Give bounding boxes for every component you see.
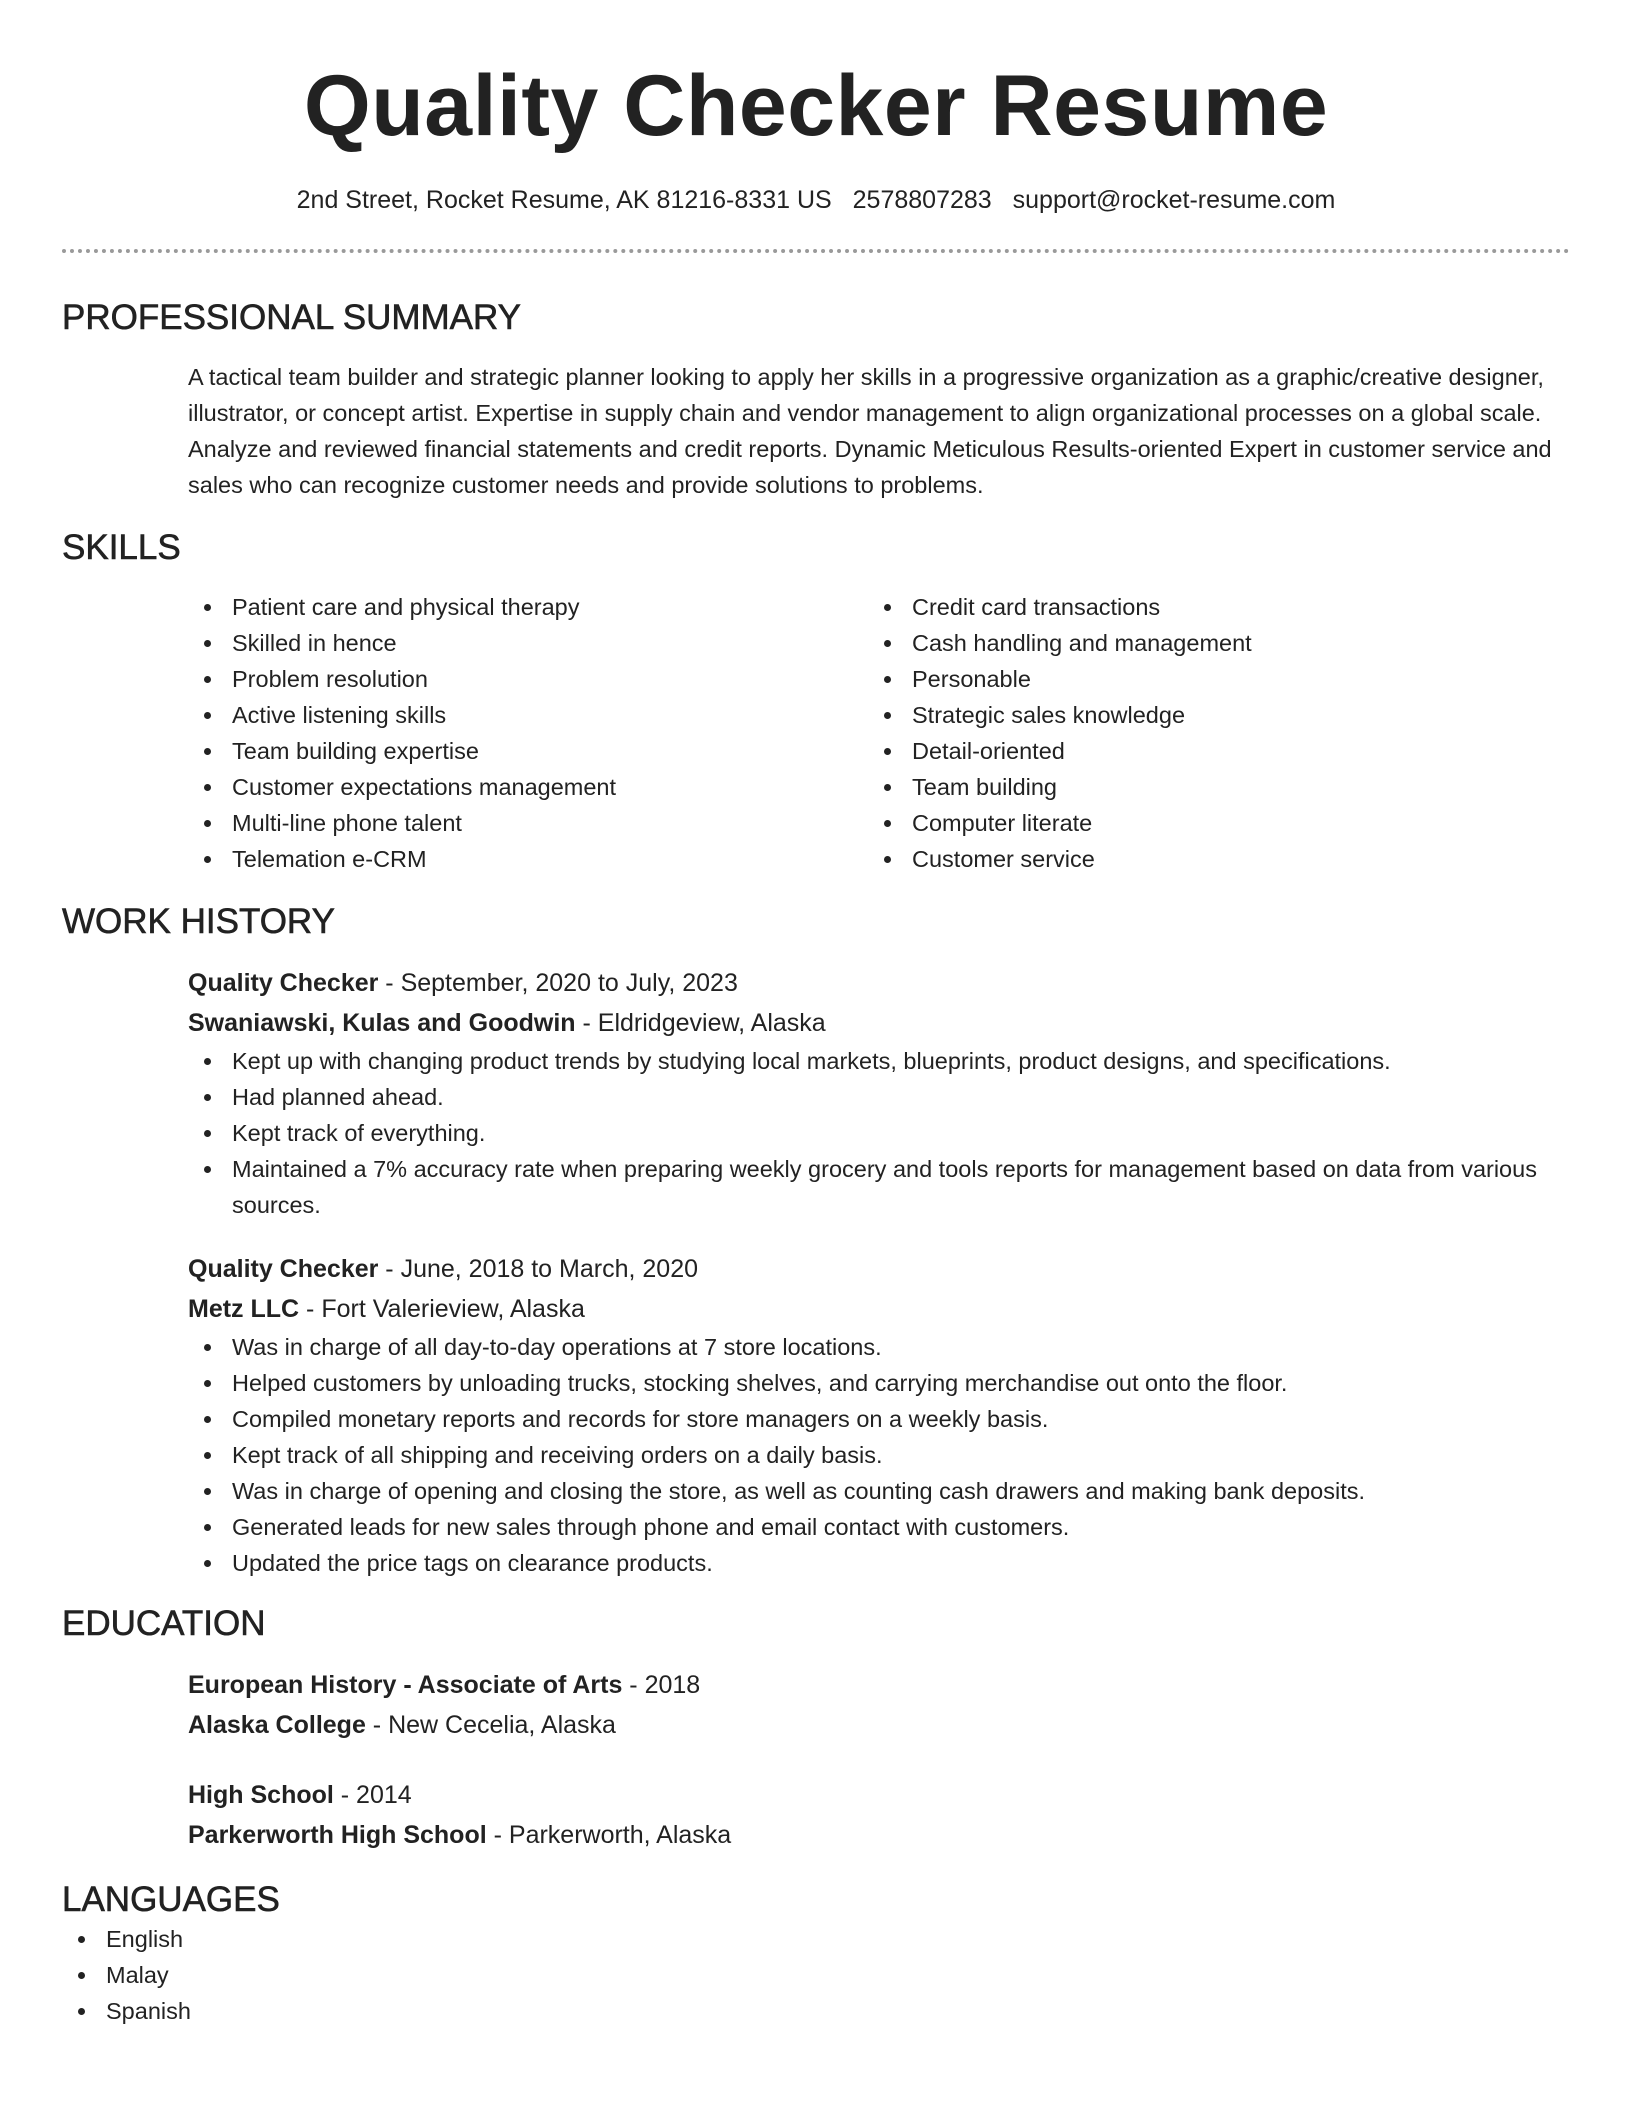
job-location: - Fort Valerieview, Alaska	[299, 1295, 585, 1323]
work-history-heading: WORK HISTORY	[62, 902, 335, 941]
skill-item: Detail-oriented	[868, 733, 1548, 769]
job-duty: Kept up with changing product trends by studying local markets, blueprints, product designs, and specifications.	[188, 1043, 1570, 1079]
job-position: Quality Checker	[188, 1255, 379, 1283]
skill-item: Team building	[868, 769, 1548, 805]
job-duty: Generated leads for new sales through phone and email contact with customers.	[188, 1509, 1570, 1545]
education-degree: High School	[188, 1781, 334, 1809]
resume-title: Quality Checker Resume	[303, 58, 1329, 154]
education-heading: EDUCATION	[62, 1604, 266, 1643]
education-degree-line	[188, 1775, 1570, 1815]
education-entry	[188, 1775, 1570, 1855]
skill-item: Customer expectations management	[188, 769, 868, 805]
languages-list	[62, 1921, 1570, 2029]
skill-item: Multi-line phone talent	[188, 805, 868, 841]
skill-item: Customer service	[868, 841, 1548, 877]
job-company-line	[188, 1003, 1570, 1043]
education-degree-line	[188, 1665, 1570, 1705]
skill-item: Problem resolution	[188, 661, 868, 697]
education-school: Parkerworth High School	[188, 1821, 487, 1849]
skills-column-left	[188, 589, 868, 877]
languages-heading: LANGUAGES	[62, 1880, 280, 1919]
skill-item: Active listening skills	[188, 697, 868, 733]
job-company: Swaniawski, Kulas and Goodwin	[188, 1009, 576, 1037]
skills-heading: SKILLS	[62, 528, 181, 567]
job-dates: - September, 2020 to July, 2023	[378, 969, 738, 997]
skills-column-right	[868, 589, 1548, 877]
skills-list	[188, 589, 1570, 877]
education-school-line	[188, 1815, 1570, 1855]
skill-item: Personable	[868, 661, 1548, 697]
job-duty: Updated the price tags on clearance products.	[188, 1545, 1570, 1581]
skill-item: Computer literate	[868, 805, 1548, 841]
summary-text: A tactical team builder and strategic planner looking to apply her skills in a progressive organization as a graphic/creative designer, illustrator, or concept artist. Expertise in supply chain and vendor management to align organizational processes on a global scale. Analyze and reviewed financial statements and credit reports. Dynamic Meticulous Results-oriented Expert in customer service and sales who can recognize customer needs and provide solutions to problems.	[188, 364, 1552, 498]
education-year: - 2018	[622, 1671, 701, 1699]
contact-email: support@rocket-resume.com	[1012, 186, 1336, 214]
skill-item: Cash handling and management	[868, 625, 1548, 661]
skill-item: Patient care and physical therapy	[188, 589, 868, 625]
education-location: - Parkerworth, Alaska	[486, 1821, 732, 1849]
job-duties	[188, 1043, 1570, 1223]
job-entry	[188, 1249, 1570, 1581]
language-item: Spanish	[62, 1993, 1570, 2029]
education-school-line	[188, 1705, 1570, 1745]
job-title-line	[188, 963, 1570, 1003]
contact-address: 2nd Street, Rocket Resume, AK 81216-8331 US	[296, 186, 832, 214]
job-duty: Was in charge of all day-to-day operations at 7 store locations.	[188, 1329, 1570, 1365]
skill-item: Team building expertise	[188, 733, 868, 769]
skill-item: Strategic sales knowledge	[868, 697, 1548, 733]
job-dates: - June, 2018 to March, 2020	[378, 1255, 699, 1283]
job-duty: Was in charge of opening and closing the store, as well as counting cash drawers and making bank deposits.	[188, 1473, 1570, 1509]
job-entry	[188, 963, 1570, 1223]
skill-item: Credit card transactions	[868, 589, 1548, 625]
job-duty: Kept track of all shipping and receiving orders on a daily basis.	[188, 1437, 1570, 1473]
job-duty: Kept track of everything.	[188, 1115, 1570, 1151]
language-item: Malay	[62, 1957, 1570, 1993]
education-location: - New Cecelia, Alaska	[365, 1711, 616, 1739]
job-company: Metz LLC	[188, 1295, 300, 1323]
contact-line	[62, 184, 1570, 216]
job-duty: Had planned ahead.	[188, 1079, 1570, 1115]
contact-phone: 2578807283	[852, 186, 992, 214]
header-divider	[62, 249, 1570, 253]
job-position: Quality Checker	[188, 969, 379, 997]
education-school: Alaska College	[188, 1711, 366, 1739]
education-entry	[188, 1665, 1570, 1745]
job-company-line	[188, 1289, 1570, 1329]
job-duty: Compiled monetary reports and records for store managers on a weekly basis.	[188, 1401, 1570, 1437]
education-degree: European History - Associate of Arts	[188, 1671, 623, 1699]
job-duty: Helped customers by unloading trucks, stocking shelves, and carrying merchandise out onto the floor.	[188, 1365, 1570, 1401]
job-duties	[188, 1329, 1570, 1581]
job-duty: Maintained a 7% accuracy rate when preparing weekly grocery and tools reports for management based on data from various sources.	[188, 1151, 1570, 1223]
education-year: - 2014	[333, 1781, 412, 1809]
skill-item: Telemation e-CRM	[188, 841, 868, 877]
language-item: English	[62, 1921, 1570, 1957]
job-title-line	[188, 1249, 1570, 1289]
summary-heading: PROFESSIONAL SUMMARY	[62, 298, 521, 337]
skill-item: Skilled in hence	[188, 625, 868, 661]
job-location: - Eldridgeview, Alaska	[575, 1009, 826, 1037]
